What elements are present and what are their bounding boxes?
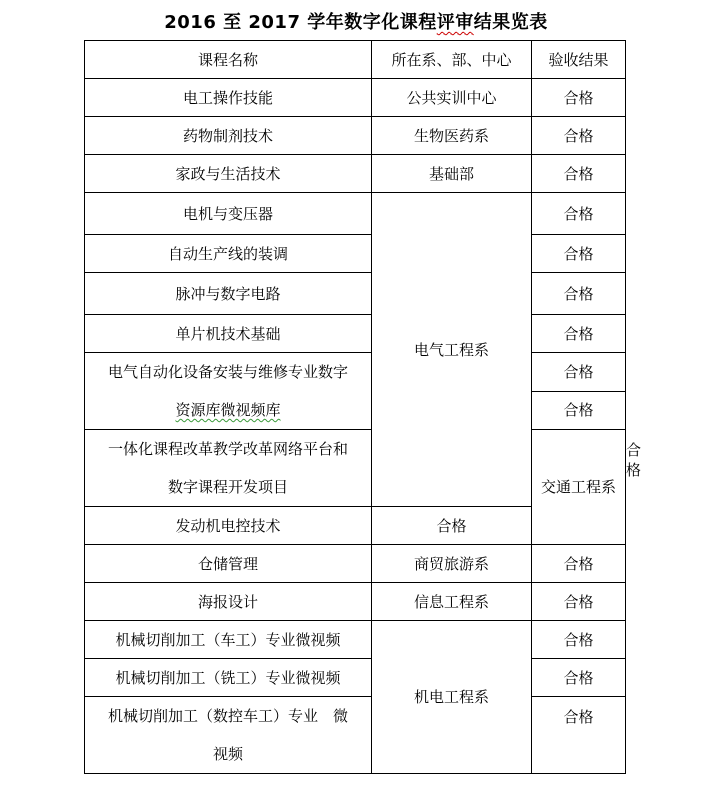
course-cell: 电工操作技能 [85, 79, 372, 117]
result-cell: 合格 [532, 117, 626, 155]
course-cell: 自动生产线的装调 [85, 235, 372, 273]
dept-cell: 公共实训中心 [372, 79, 532, 117]
course-cell: 家政与生活技术 [85, 155, 372, 193]
table-row [85, 697, 626, 774]
course-cell-multiline [85, 430, 372, 507]
table-row [85, 273, 626, 315]
result-cell: 合格 [532, 155, 626, 193]
result-cell: 合格 [532, 545, 626, 583]
dept-cell-merged: 电气工程系 [372, 193, 532, 507]
table-row [85, 235, 626, 273]
title-prefix: 2016 至 2017 学年数字化课程 [164, 12, 437, 33]
title-squiggle-word: 评审 [436, 12, 474, 33]
dept-cell-merged: 机电工程系 [372, 621, 532, 774]
result-cell: 合格 [372, 507, 532, 545]
table-row: 一体化课程改革教学改革网络平台和 数字课程开发项目 交通工程系 合格 [85, 430, 626, 507]
table-header-row [85, 41, 626, 79]
dept-cell: 生物医药系 [372, 117, 532, 155]
course-line: 资源库微视频库 [175, 401, 281, 419]
table-row [85, 353, 626, 392]
table-row [85, 545, 626, 583]
table-row [85, 315, 626, 353]
course-cell: 发动机电控技术 [85, 507, 372, 545]
course-cell-multiline [85, 697, 372, 774]
table-row [85, 193, 626, 235]
course-line: 数字课程开发项目 [167, 478, 288, 496]
result-cell: 合格 [532, 621, 626, 659]
course-cell: 机械切削加工（铣工）专业微视频 [85, 659, 372, 697]
course-line: 一体化课程改革教学改革网络平台和 [107, 440, 348, 458]
table-row [85, 155, 626, 193]
dept-cell: 信息工程系 [372, 583, 532, 621]
course-cell: 电机与变压器 [85, 193, 372, 235]
result-cell: 合格 [532, 235, 626, 273]
dept-cell: 基础部 [372, 155, 532, 193]
result-cell: 合格 [532, 193, 626, 235]
dept-cell: 商贸旅游系 [372, 545, 532, 583]
header-result: 验收结果 [532, 41, 626, 79]
dept-cell-merged: 交通工程系 [532, 430, 626, 545]
course-line: 机械切削加工（数控车工）专业 微 [107, 707, 348, 725]
course-cell: 海报设计 [85, 583, 372, 621]
result-cell: 合格 [532, 79, 626, 117]
table-row [85, 659, 626, 697]
table-row [85, 117, 626, 155]
result-cell: 合格 [532, 353, 626, 392]
title-suffix: 结果览表 [473, 12, 548, 33]
course-cell: 脉冲与数字电路 [85, 273, 372, 315]
table-row [85, 621, 626, 659]
course-cell: 药物制剂技术 [85, 117, 372, 155]
course-cell-multiline [85, 353, 372, 430]
course-review-table [84, 40, 642, 774]
table-row [85, 583, 626, 621]
result-cell: 合格 [532, 583, 626, 621]
course-cell: 仓储管理 [85, 545, 372, 583]
header-dept: 所在系、部、中心 [372, 41, 532, 79]
result-cell: 合格 [532, 659, 626, 697]
result-cell: 合格 [532, 697, 626, 774]
course-line: 视频 [212, 745, 243, 763]
result-cell: 合格 [532, 273, 626, 315]
course-cell: 单片机技术基础 [85, 315, 372, 353]
header-course: 课程名称 [85, 41, 372, 79]
result-cell: 合格 [532, 315, 626, 353]
course-cell: 机械切削加工（车工）专业微视频 [85, 621, 372, 659]
course-line: 电气自动化设备安装与维修专业数字 [107, 363, 348, 381]
result-cell: 合格 [532, 391, 626, 430]
page-title [0, 8, 712, 34]
table-row [85, 79, 626, 117]
